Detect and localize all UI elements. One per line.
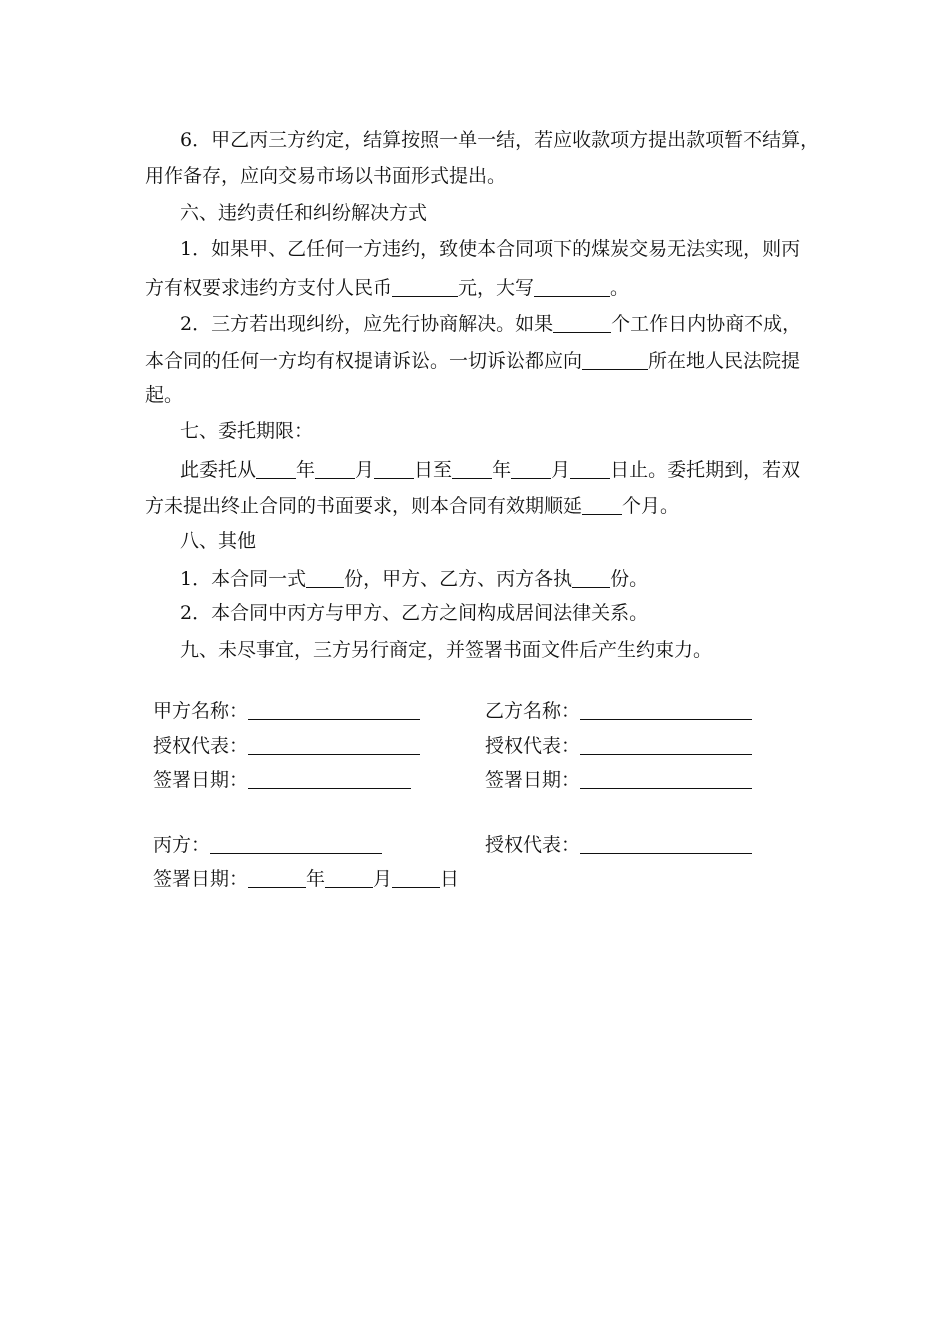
section-6-item-2-line-3: 起。 <box>145 384 184 406</box>
party-a-rep-label: 授权代表： <box>153 735 249 757</box>
party-b-date-label: 签署日期： <box>485 769 581 791</box>
blank-start-month[interactable] <box>315 459 355 479</box>
clause-6-item-6-line-1: 6．甲乙丙三方约定，结算按照一单一结，若应收款项方提出款项暂不结算， <box>180 129 820 151</box>
text: 个月。 <box>622 495 680 517</box>
blank-end-day[interactable] <box>570 459 610 479</box>
blank-sign-month[interactable] <box>325 868 373 888</box>
blank-sign-day[interactable] <box>392 868 440 888</box>
party-a-name-row <box>153 700 420 721</box>
text: 日止。委托期到，若双 <box>610 459 801 481</box>
section-8-item-2: 2．本合同中丙方与甲方、乙方之间构成居间法律关系。 <box>180 602 649 624</box>
text: 方有权要求违约方支付人民币 <box>145 277 393 299</box>
party-b-date-line[interactable] <box>580 769 752 789</box>
blank-working-days[interactable] <box>553 313 611 333</box>
day-label: 日 <box>440 868 460 890</box>
party-b-name-row <box>485 700 752 721</box>
blank-copies-total[interactable] <box>306 568 344 588</box>
section-7-line-2 <box>145 495 825 516</box>
text: 此委托从 <box>180 459 257 481</box>
section-6-item-1-line-1: 1．如果甲、乙任何一方违约，致使本合同项下的煤炭交易无法实现，则丙 <box>180 238 801 260</box>
text: 份，甲方、乙方、丙方各执 <box>344 568 573 590</box>
party-b-name-label: 乙方名称： <box>485 700 581 722</box>
party-c-line[interactable] <box>210 834 382 854</box>
text: 本合同的任何一方均有权提请诉讼。一切诉讼都应向 <box>145 350 583 372</box>
year-label: 年 <box>306 868 326 890</box>
section-8-item-1 <box>180 568 860 589</box>
text: 份。 <box>610 568 649 590</box>
text: 2．三方若出现纠纷，应先行协商解决。如果 <box>180 313 554 335</box>
party-a-date-line[interactable] <box>248 769 411 789</box>
blank-start-day[interactable] <box>374 459 414 479</box>
party-c-rep-label: 授权代表： <box>485 834 581 856</box>
party-c-rep-row <box>485 834 752 855</box>
party-b-date-row <box>485 769 752 790</box>
text: 个工作日内协商不成， <box>611 313 802 335</box>
party-b-name-line[interactable] <box>580 700 752 720</box>
blank-sign-year[interactable] <box>248 868 306 888</box>
text: 。 <box>610 277 630 299</box>
text: 方未提出终止合同的书面要求，则本合同有效期顺延 <box>145 495 583 517</box>
party-a-rep-row <box>153 735 420 756</box>
section-9: 九、未尽事宜，三方另行商定，并签署书面文件后产生约束力。 <box>180 639 713 661</box>
section-7-title: 七、委托期限： <box>180 420 314 442</box>
blank-extension-months[interactable] <box>582 495 622 515</box>
blank-copies-each[interactable] <box>572 568 610 588</box>
text: 1．本合同一式 <box>180 568 307 590</box>
section-7-line-1 <box>180 459 860 480</box>
section-6-item-2-line-1 <box>180 313 860 334</box>
text: 月 <box>551 459 571 481</box>
party-a-date-row <box>153 769 411 790</box>
party-c-label: 丙方： <box>153 834 211 856</box>
party-a-name-label: 甲方名称： <box>153 700 249 722</box>
section-8-title: 八、其他 <box>180 530 257 552</box>
party-a-name-line[interactable] <box>248 700 420 720</box>
blank-end-year[interactable] <box>452 459 492 479</box>
party-a-date-label: 签署日期： <box>153 769 249 791</box>
text: 年 <box>296 459 316 481</box>
text: 月 <box>355 459 375 481</box>
party-c-date-label: 签署日期： <box>153 868 249 890</box>
blank-amount[interactable] <box>392 277 458 297</box>
party-a-rep-line[interactable] <box>248 735 420 755</box>
party-c-date-row <box>153 868 459 889</box>
month-label: 月 <box>373 868 393 890</box>
party-c-row <box>153 834 382 855</box>
section-6-item-2-line-2 <box>145 350 825 371</box>
party-b-rep-row <box>485 735 752 756</box>
blank-court-location[interactable] <box>582 350 648 370</box>
section-6-title: 六、违约责任和纠纷解决方式 <box>180 202 428 224</box>
blank-end-month[interactable] <box>511 459 551 479</box>
text: 日至 <box>414 459 453 481</box>
clause-6-item-6-line-2: 用作备存，应向交易市场以书面形式提出。 <box>145 165 507 187</box>
party-c-rep-line[interactable] <box>580 834 752 854</box>
blank-start-year[interactable] <box>256 459 296 479</box>
section-6-item-1-line-2 <box>145 277 825 298</box>
text: 所在地人民法院提 <box>648 350 801 372</box>
party-b-rep-line[interactable] <box>580 735 752 755</box>
text: 年 <box>492 459 512 481</box>
text: 元，大写 <box>458 277 535 299</box>
party-b-rep-label: 授权代表： <box>485 735 581 757</box>
blank-amount-in-words[interactable] <box>534 277 610 297</box>
